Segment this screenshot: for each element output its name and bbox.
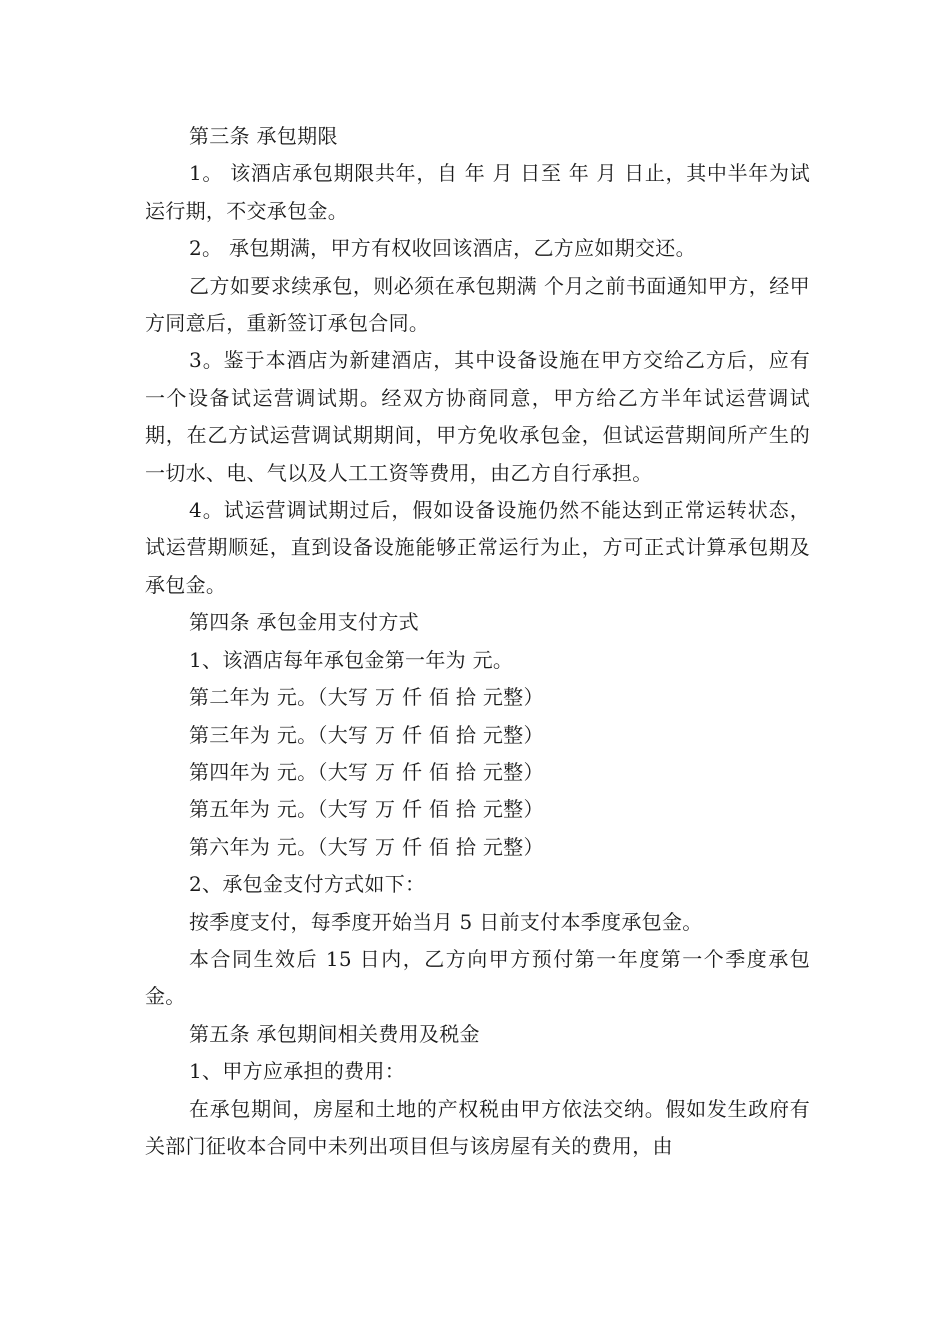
paragraph-term-1: 1。 该酒店承包期限共年，自 年 月 日至 年 月 日止，其中半年为试运行期，不交承包金。 — [145, 161, 810, 223]
section-heading-article-5: 第五条 承包期间相关费用及税金 — [189, 1021, 480, 1046]
paragraph-prepay: 本合同生效后 15 日内，乙方向甲方预付第一年度第一个季度承包金。 — [145, 946, 810, 1009]
document-body — [145, 118, 810, 1165]
paragraph-property-tax: 在承包期间，房屋和土地的产权税由甲方依法交纳。假如发生政府有关部门征收本合同中未列出项目但与该房屋有关的费用，由 — [145, 1096, 810, 1158]
paragraph-term-2: 2。 承包期满，甲方有权收回该酒店，乙方应如期交还。 — [189, 236, 696, 261]
paragraph-year-4: 第四年为 元。（大写 万 仟 佰 拾 元整） — [189, 759, 544, 784]
paragraph-year-5: 第五年为 元。（大写 万 仟 佰 拾 元整） — [189, 797, 544, 822]
paragraph-party-a-fees: 1、甲方应承担的费用： — [189, 1059, 406, 1084]
paragraph-year-6: 第六年为 元。（大写 万 仟 佰 拾 元整） — [189, 834, 544, 859]
paragraph-term-4: 4。试运营调试期过后，假如设备设施仍然不能达到正常运转状态，试运营期顺延，直到设备设施能够正常运行为止，方可正式计算承包期及承包金。 — [145, 498, 810, 597]
section-heading-article-4: 第四条 承包金用支付方式 — [189, 610, 419, 635]
paragraph-term-3: 3。鉴于本酒店为新建酒店，其中设备设施在甲方交给乙方后，应有一个设备试运营调试期。经双方协商同意，甲方给乙方半年试运营调试期，在乙方试运营调试期期间，甲方免收承包金，但试运营期间所产生的一切水、电、气以及人工工资等费用，由乙方自行承担。 — [145, 348, 810, 485]
paragraph-quarterly: 按季度支付，每季度开始当月 5 日前支付本季度承包金。 — [189, 909, 703, 934]
paragraph-year-2: 第二年为 元。（大写 万 仟 佰 拾 元整） — [189, 685, 544, 710]
paragraph-renewal: 乙方如要求续承包，则必须在承包期满 个月之前书面通知甲方，经甲方同意后，重新签订承包合同。 — [145, 273, 810, 336]
paragraph-year-3: 第三年为 元。（大写 万 仟 佰 拾 元整） — [189, 722, 544, 747]
section-heading-article-3: 第三条 承包期限 — [189, 124, 338, 148]
paragraph-payment-method: 2、承包金支付方式如下： — [189, 872, 426, 897]
paragraph-fee-1: 1、该酒店每年承包金第一年为 元。 — [189, 647, 514, 672]
